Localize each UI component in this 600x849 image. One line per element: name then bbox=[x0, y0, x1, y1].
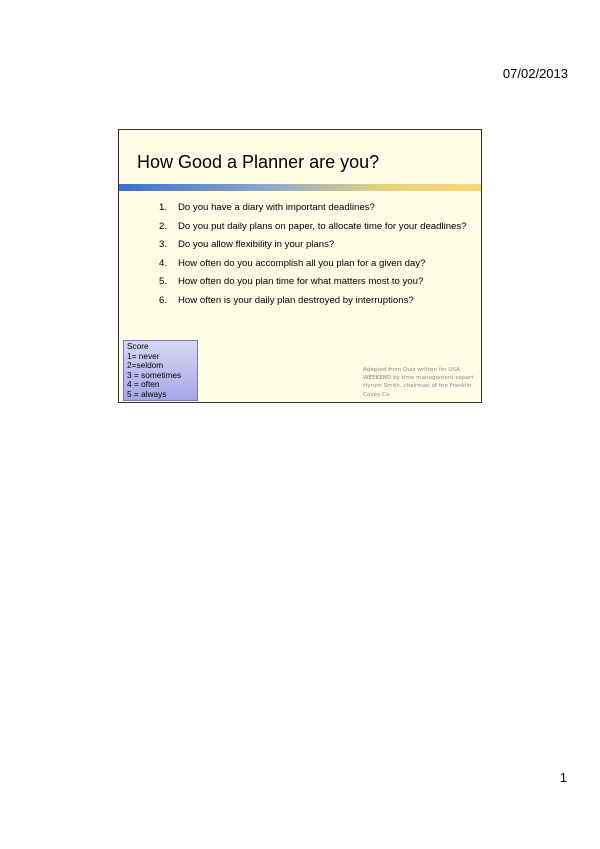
list-item bbox=[159, 219, 469, 236]
question-text: Do you have a diary with important deadlines? bbox=[178, 202, 375, 213]
score-line: 1= never bbox=[127, 350, 160, 361]
credit-line: Adapted from Quiz written for USA bbox=[363, 367, 460, 373]
question-number: 3. bbox=[159, 239, 168, 250]
list-item bbox=[159, 256, 469, 273]
score-line: 4 = often bbox=[127, 379, 160, 390]
question-list bbox=[159, 200, 469, 311]
credit-line: Covey Co. bbox=[363, 391, 392, 398]
question-text: How often do you accomplish all you plan for a given day? bbox=[178, 257, 426, 269]
page-number: 1 bbox=[559, 770, 567, 785]
list-item bbox=[159, 237, 469, 254]
source-credit bbox=[363, 366, 479, 399]
slide bbox=[118, 129, 482, 403]
list-item bbox=[159, 274, 469, 291]
credit-line: Hyrum Smith, chairman of the Franklin bbox=[363, 383, 472, 390]
score-line: 2=seldom bbox=[127, 360, 164, 371]
score-line: 3 = sometimes bbox=[127, 369, 182, 380]
score-legend bbox=[123, 340, 198, 401]
question-text: Do you allow flexibility in your plans? bbox=[178, 239, 335, 250]
question-text: Do you put daily plans on paper, to allocate time for your deadlines? bbox=[178, 220, 467, 232]
question-text: How often is your daily plan destroyed by interruptions? bbox=[178, 294, 414, 306]
question-number: 6. bbox=[159, 294, 168, 306]
question-number: 2. bbox=[159, 220, 168, 232]
title-gradient-bar bbox=[119, 184, 481, 191]
list-item bbox=[159, 293, 469, 310]
question-number: 4. bbox=[159, 257, 168, 269]
question-text: How often do you plan time for what matters most to you? bbox=[178, 276, 424, 287]
question-number: 1. bbox=[159, 202, 168, 213]
slide-title: How Good a Planner are you? bbox=[137, 152, 380, 172]
score-line: 5 = always bbox=[127, 388, 167, 399]
question-number: 5. bbox=[159, 276, 168, 287]
score-heading: Score bbox=[127, 341, 149, 351]
list-item bbox=[159, 200, 469, 217]
print-date: 07/02/2013 bbox=[502, 66, 568, 81]
credit-line: WEEKEND by time management expert bbox=[363, 375, 474, 382]
